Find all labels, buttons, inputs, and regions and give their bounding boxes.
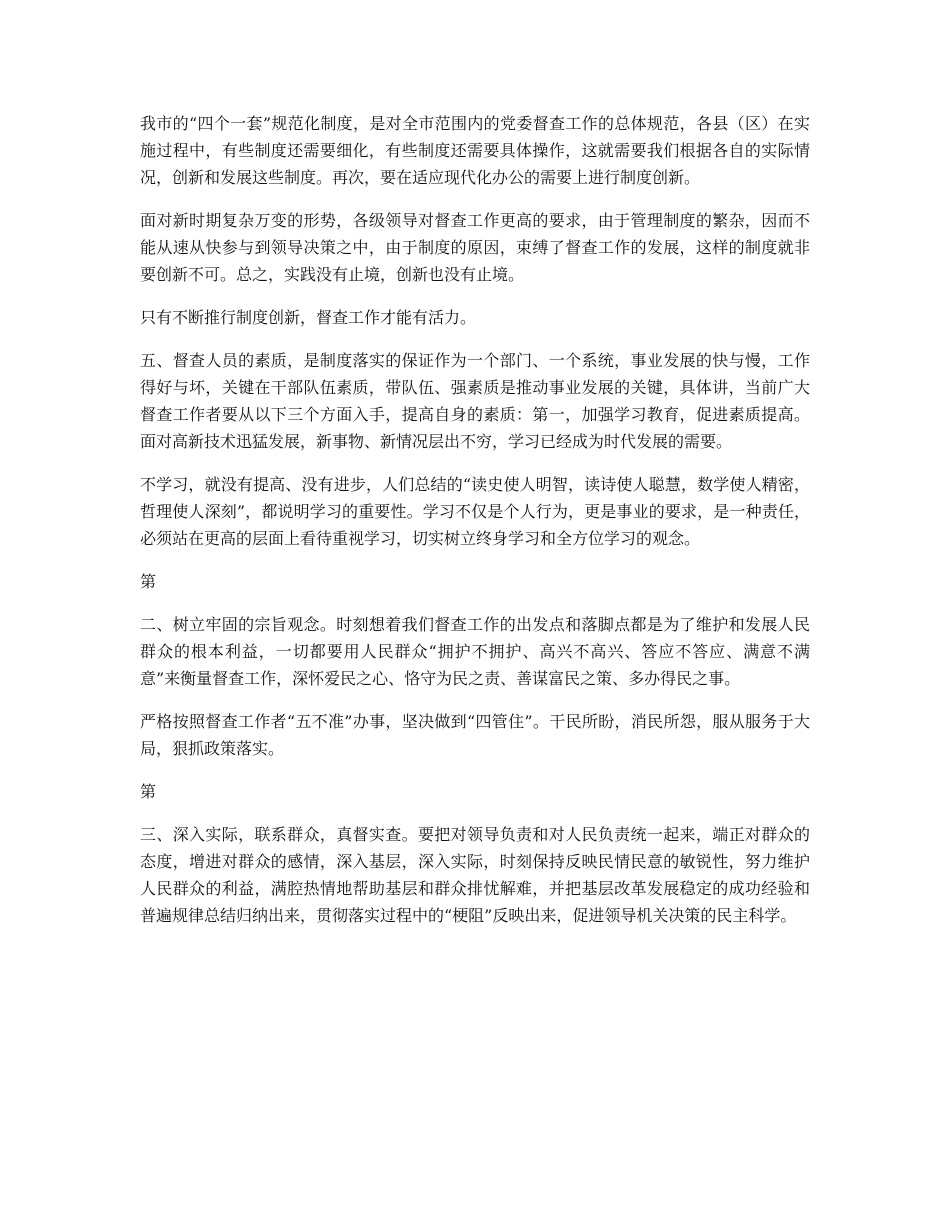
paragraph-5: 不学习，就没有提高、没有进步，人们总结的“读史使人明智，读诗使人聪慧，数学使人精密，哲理使人深刻”，都说明学习的重要性。学习不仅是个人行为，更是事业的要求，是一种责任，必须站在更高的层面上看待重视学习，切实树立终身学习和全方位学习的观念。 (140, 475, 810, 548)
paragraph-10: 三、深入实际，联系群众，真督实查。要把对领导负责和对人民负责统一起来，端正对群众的态度，增进对群众的感情，深入基层，深入实际，时刻保持反映民情民意的敏锐性，努力维护人民群众的利益，满腔热情地帮助基层和群众排忧解难，并把基层改革发展稳定的成功经验和普遍规律总结归纳出来，贯彻落实过程中的“梗阻”反映出来，促进领导机关决策的民主科学。 (140, 825, 810, 925)
paragraph-2: 面对新时期复杂万变的形势，各级领导对督查工作更高的要求，由于管理制度的繁杂，因而不能从速从快参与到领导决策之中，由于制度的原因，束缚了督查工作的发展，这样的制度就非要创新不可。总之，实践没有止境，创新也没有止境。 (140, 211, 810, 284)
paragraph-1: 我市的“四个一套”规范化制度，是对全市范围内的党委督查工作的总体规范，各县（区）在实施过程中，有些制度还需要细化，有些制度还需要具体操作，这就需要我们根据各自的实际情况，创新和发展这些制度。再次，要在适应现代化办公的需要上进行制度创新。 (140, 114, 810, 187)
document-page (140, 110, 810, 945)
paragraph-7: 二、树立牢固的宗旨观念。时刻想着我们督查工作的出发点和落脚点都是为了维护和发展人民群众的根本利益，一切都要用人民群众“拥护不拥护、高兴不高兴、答应不答应、满意不满意”来衡量督查工作，深怀爱民之心、恪守为民之责、善谋富民之策、多办得民之事。 (140, 615, 810, 688)
paragraph-4: 五、督查人员的素质，是制度落实的保证作为一个部门、一个系统，事业发展的快与慢，工作得好与坏，关键在干部队伍素质，带队伍、强素质是推动事业发展的关键，具体讲，当前广大督查工作者要从以下三个方面入手，提高自身的素质：第一，加强学习教育，促进素质提高。面对高新技术迅猛发展，新事物、新情况层出不穷，学习已经成为时代发展的需要。 (140, 351, 810, 451)
paragraph-3: 只有不断推行制度创新，督查工作才能有活力。 (140, 308, 477, 327)
paragraph-9: 第 (140, 782, 157, 801)
paragraph-6: 第 (140, 572, 157, 591)
paragraph-8: 严格按照督查工作者“五不准”办事，坚决做到“四管住”。干民所盼，消民所怨，服从服务于大局，狠抓政策落实。 (140, 712, 810, 758)
